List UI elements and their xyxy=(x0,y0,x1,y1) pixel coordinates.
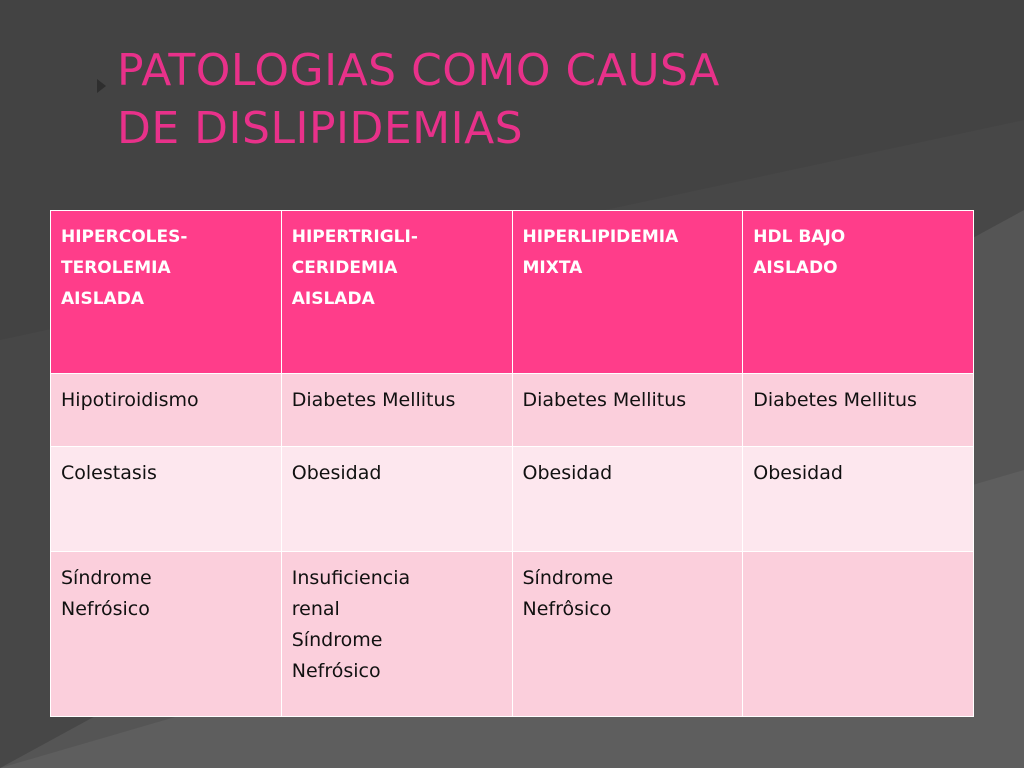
cell-text: Hipotiroidismo xyxy=(61,389,199,411)
cell-text: Nefrôsico xyxy=(522,598,612,620)
cell-text: renal xyxy=(291,598,340,620)
cell-text: Diabetes Mellitus xyxy=(291,389,456,411)
title-bullet-arrow-icon xyxy=(97,79,106,93)
table-cell xyxy=(512,374,743,447)
table-cell xyxy=(51,552,282,717)
header-text-line: AISLADA xyxy=(291,289,375,309)
cell-text: Colestasis xyxy=(61,462,157,484)
table-cell xyxy=(281,447,512,552)
header-text-line: AISLADO xyxy=(753,258,838,278)
cell-text: Obesidad xyxy=(753,462,843,484)
table-cell xyxy=(512,552,743,717)
title-line-2: DE DISLIPIDEMIAS xyxy=(117,103,524,154)
header-text-line: CERIDEMIA xyxy=(291,258,398,278)
table-header-row xyxy=(51,211,974,374)
cell-text: Diabetes Mellitus xyxy=(522,389,687,411)
header-text-line: TEROLEMIA xyxy=(61,258,171,278)
title-line-1: PATOLOGIAS COMO CAUSA xyxy=(117,45,720,96)
header-text-line: HIPERCOLES- xyxy=(61,227,188,247)
cell-text: Síndrome xyxy=(291,629,383,651)
table-row xyxy=(51,374,974,447)
header-hiperlipidemia-mixta xyxy=(512,211,743,374)
table-row xyxy=(51,447,974,552)
table-cell xyxy=(51,447,282,552)
header-hdl-bajo-aislado xyxy=(743,211,974,374)
cell-text: Síndrome xyxy=(61,567,152,589)
cell-text: Insuficiencia xyxy=(291,567,411,589)
pathology-table xyxy=(50,210,974,717)
table-cell xyxy=(51,374,282,447)
table-cell xyxy=(281,552,512,717)
table-cell xyxy=(743,374,974,447)
table-cell-empty xyxy=(743,552,974,717)
header-hipercolesterolemia xyxy=(51,211,282,374)
header-text-line: MIXTA xyxy=(522,258,583,278)
header-text-line: AISLADA xyxy=(61,289,144,309)
table-cell xyxy=(743,447,974,552)
header-hipertrigliceridemia xyxy=(281,211,512,374)
slide-title xyxy=(117,42,997,158)
header-text-line: HIPERLIPIDEMIA xyxy=(522,227,679,247)
cell-text: Diabetes Mellitus xyxy=(753,389,917,411)
table-row xyxy=(51,552,974,717)
table-cell xyxy=(281,374,512,447)
cell-text: Nefrósico xyxy=(291,660,381,682)
header-text-line: HDL BAJO xyxy=(753,227,846,247)
cell-text: Obesidad xyxy=(522,462,613,484)
header-text-line: HIPERTRIGLI- xyxy=(291,227,418,247)
cell-text: Síndrome xyxy=(522,567,614,589)
table-cell xyxy=(512,447,743,552)
cell-text: Obesidad xyxy=(291,462,382,484)
cell-text: Nefrósico xyxy=(61,598,150,620)
